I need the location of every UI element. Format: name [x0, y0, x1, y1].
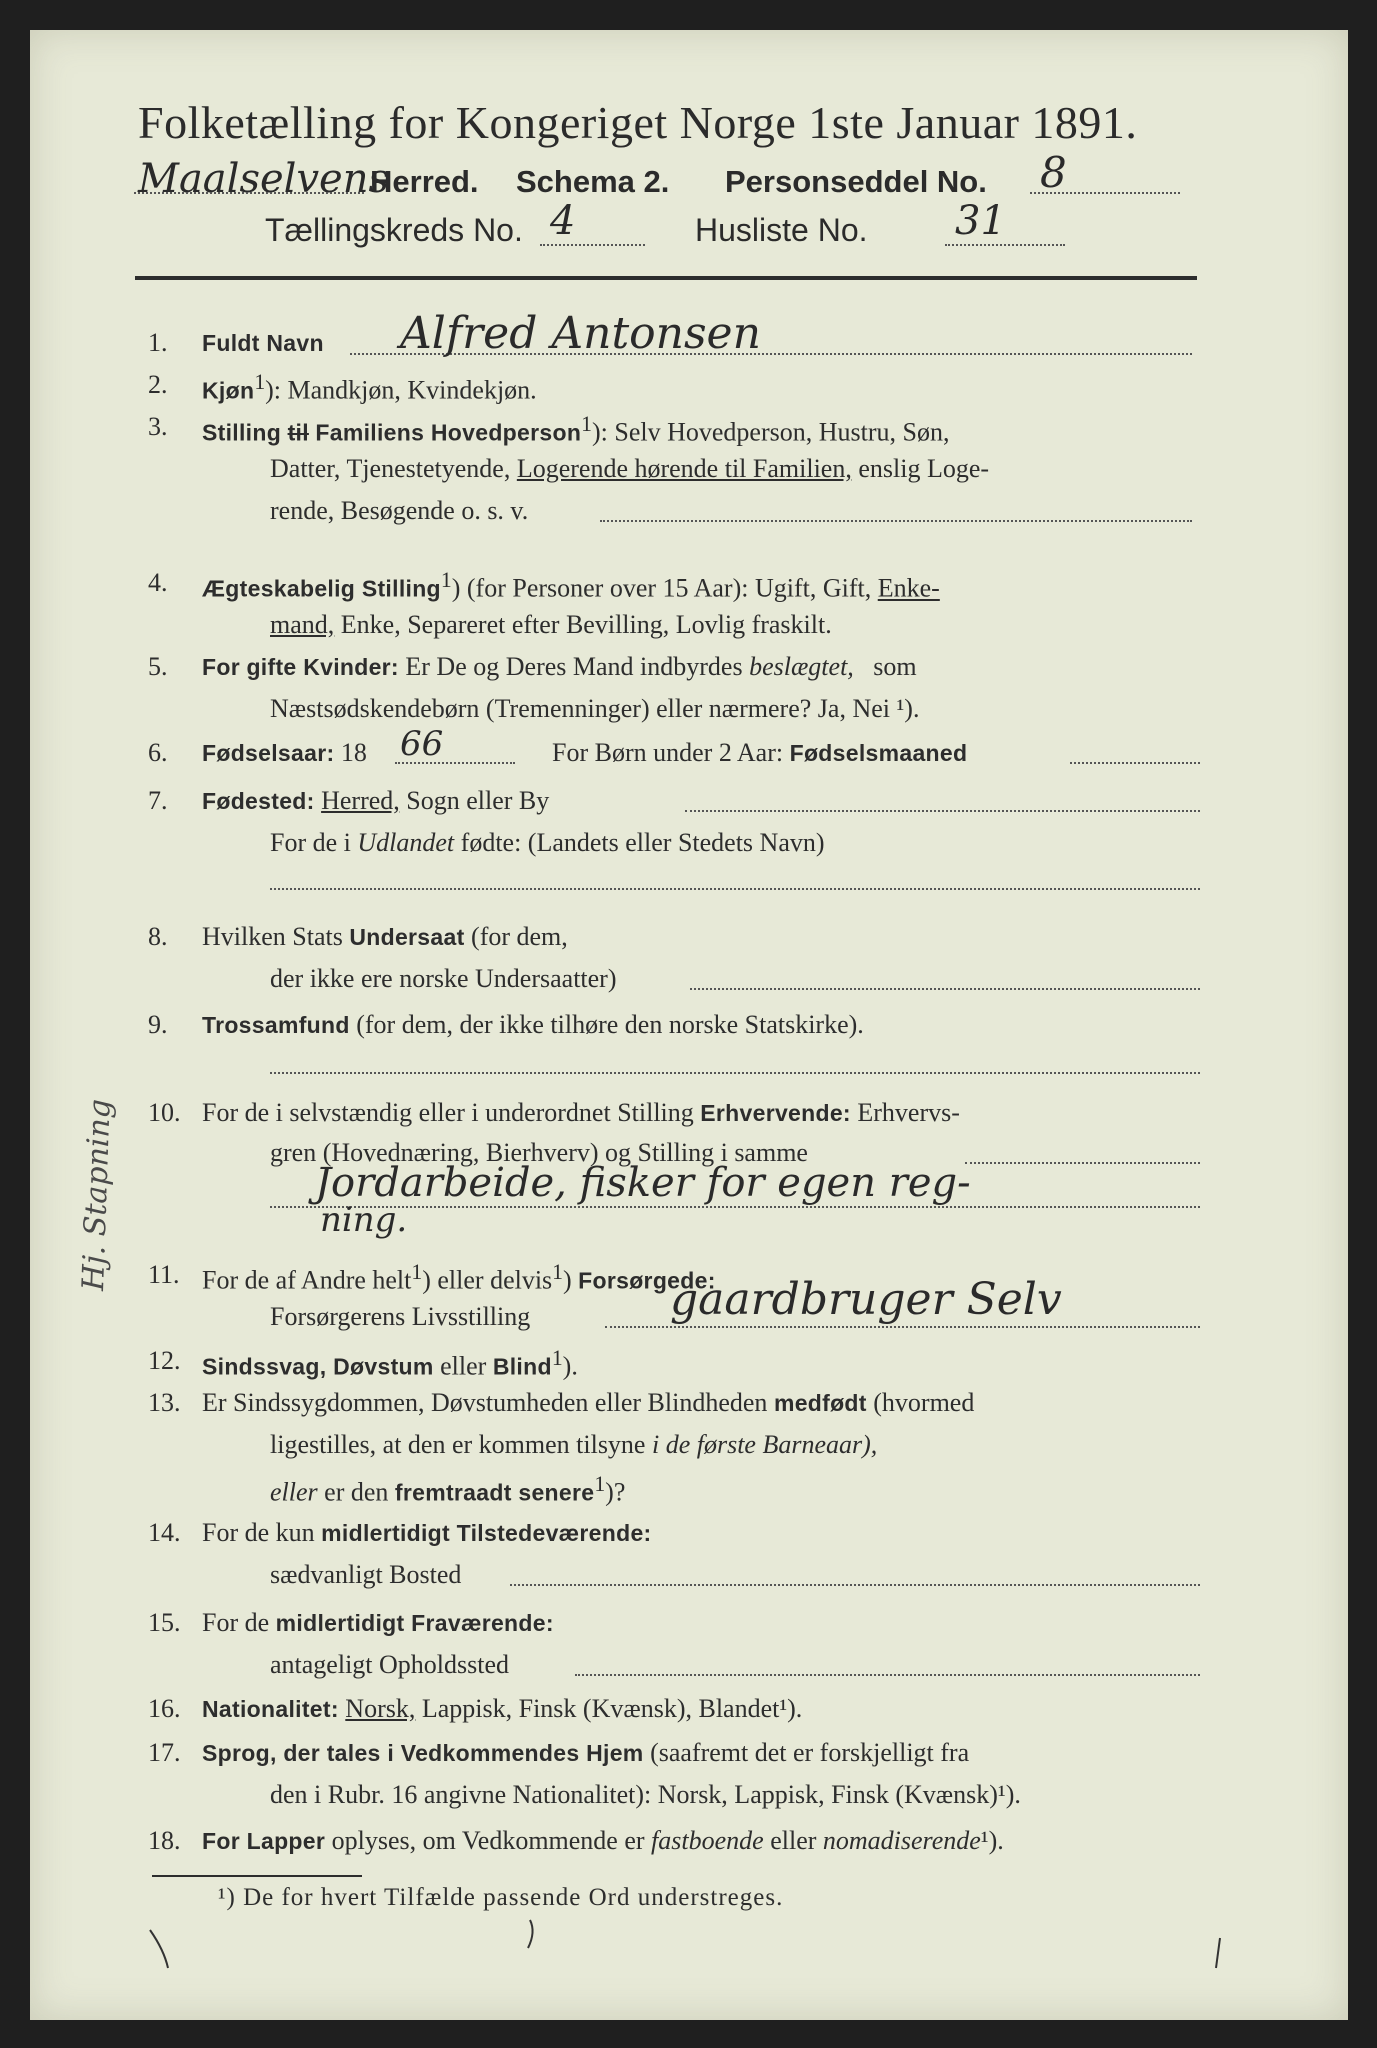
q3-number: 3.: [148, 412, 168, 441]
q1-label: Fuldt Navn: [202, 330, 324, 356]
footnote: ¹) De for hvert Tilfælde passende Ord understreges.: [218, 1884, 784, 1911]
q10-line-b: gren (Hovednæring, Bierhverv) og Stilling i samme: [270, 1138, 808, 1167]
q4-number: 4.: [148, 568, 168, 597]
q3-line-b: Datter, Tjenestetyende, Logerende hørende til Familien, enslig Loge-: [270, 454, 990, 483]
q6-number: 6.: [148, 738, 168, 767]
q13-line-b: ligestilles, at den er kommen tilsyne i de første Barneaar),: [270, 1430, 878, 1459]
herred-label: Herred.: [370, 164, 479, 199]
q10-answer-a: Jordarbeide, fisker for egen reg-: [315, 1160, 971, 1206]
q12-number: 12.: [148, 1346, 181, 1375]
q12-text: Sindssvag, Døvstum eller Blind$^1$).: [202, 1346, 578, 1381]
q6-text: For Børn under 2 Aar: Fødselsmaaned: [552, 738, 968, 767]
q7-number: 7.: [148, 786, 168, 815]
q16-number: 16.: [148, 1694, 181, 1723]
herred-value: Maalselvens: [138, 156, 389, 202]
pen-marks: [30, 30, 1348, 2020]
q11-line-a: For de af Andre helt$^1$) eller delvis$^1$) Forsørgede:: [202, 1260, 716, 1295]
q8-line-a: Hvilken Stats Undersaat (for dem,: [202, 922, 568, 951]
q13-line-a: Er Sindssygdommen, Døvstumheden eller Blindheden medfødt (hvormed: [202, 1388, 975, 1417]
q11-number: 11.: [148, 1260, 180, 1289]
personseddel-value: 8: [1040, 148, 1067, 197]
q7-line-b: For de i Udlandet fødte: (Landets eller Stedets Navn): [270, 828, 825, 857]
q6-answer-year: 66: [400, 724, 444, 764]
q18-number: 18.: [148, 1826, 181, 1855]
q1-answer-name: Alfred Antonsen: [400, 308, 761, 359]
q4-line-a: Ægteskabelig Stilling$^1$) (for Personer over 15 Aar): Ugift, Gift, Enke-: [202, 568, 940, 603]
q3-line-a: Stilling til Familiens Hovedperson$^1$): Selv Hovedperson, Hustru, Søn,: [202, 412, 950, 447]
form-title: Folketælling for Kongeriget Norge 1ste Januar 1891.: [138, 97, 1138, 148]
q15-number: 15.: [148, 1608, 181, 1637]
personseddel-label: Personseddel No.: [725, 164, 987, 199]
q4-line-b: mand, Enke, Separeret efter Bevilling, Lovlig fraskilt.: [270, 610, 832, 639]
q9-number: 9.: [148, 1010, 168, 1039]
q18-text: For Lapper oplyses, om Vedkommende er fastboende eller nomadiserende¹).: [202, 1826, 1004, 1855]
q10-number: 10.: [148, 1098, 181, 1127]
husliste-value: 31: [955, 198, 1006, 244]
q17-line-a: Sprog, der tales i Vedkommendes Hjem (saafremt det er forskjelligt fra: [202, 1738, 970, 1767]
q6-label: Fødselsaar: 18: [202, 738, 367, 767]
q5-line-a: For gifte Kvinder: Er De og Deres Mand indbyrdes beslægtet, som: [202, 652, 917, 681]
q8-number: 8.: [148, 922, 168, 951]
q2-text: Kjøn$^1$): Mandkjøn, Kvindekjøn.: [202, 370, 537, 405]
q3-line-c: rende, Besøgende o. s. v.: [270, 496, 529, 525]
q13-number: 13.: [148, 1388, 181, 1417]
q17-number: 17.: [148, 1738, 181, 1767]
q5-number: 5.: [148, 652, 168, 681]
margin-note: Hj. Stapning: [76, 1098, 118, 1292]
q11-line-b: Forsørgerens Livsstilling: [270, 1302, 531, 1331]
q10-answer-b: ning.: [320, 1200, 408, 1240]
q14-number: 14.: [148, 1518, 181, 1547]
q11-answer: gaardbruger Selv: [670, 1274, 1062, 1325]
q15-line-a: For de midlertidigt Fraværende:: [202, 1608, 554, 1637]
census-form-sheet: [30, 30, 1348, 2020]
kreds-label: Tællingskreds No.: [265, 212, 523, 248]
q14-line-b: sædvanligt Bosted: [270, 1560, 462, 1589]
q8-line-b: der ikke ere norske Undersaatter): [270, 964, 617, 993]
q5-line-b: Næstsødskendebørn (Tremenninger) eller nærmere? Ja, Nei ¹).: [270, 694, 920, 723]
q9-text: Trossamfund (for dem, der ikke tilhøre den norske Statskirke).: [202, 1010, 864, 1039]
schema-label: Schema 2.: [516, 164, 670, 199]
q14-line-a: For de kun midlertidigt Tilstedeværende:: [202, 1518, 652, 1547]
q16-text: Nationalitet: Norsk, Lappisk, Finsk (Kvænsk), Blandet¹).: [202, 1694, 803, 1723]
q10-line-a: For de i selvstændig eller i underordnet Stilling Erhvervende: Erhvervs-: [202, 1098, 960, 1127]
q15-line-b: antageligt Opholdssted: [270, 1650, 510, 1679]
kreds-value: 4: [550, 198, 576, 244]
q2-number: 2.: [148, 370, 168, 399]
q1-number: 1.: [148, 328, 168, 357]
q17-line-b: den i Rubr. 16 angivne Nationalitet): Norsk, Lappisk, Finsk (Kvænsk)¹).: [270, 1780, 1021, 1809]
husliste-label: Husliste No.: [695, 212, 868, 248]
q13-line-c: eller er den fremtraadt senere$^1$)?: [270, 1472, 626, 1507]
q7-line-a: Fødested: Herred, Sogn eller By: [202, 786, 550, 815]
